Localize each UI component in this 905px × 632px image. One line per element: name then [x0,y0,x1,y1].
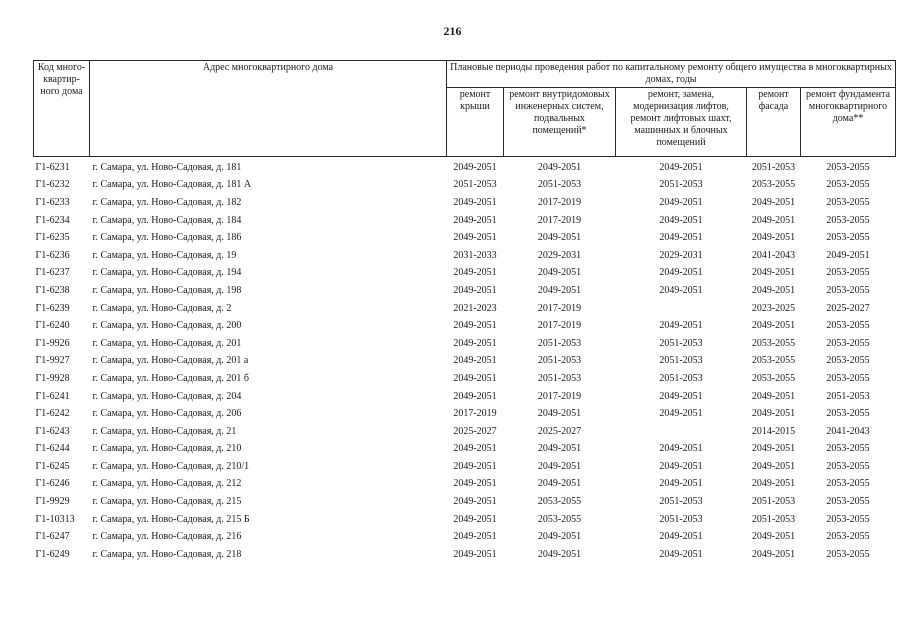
cell-foundation-period: 2053-2055 [826,284,870,296]
cell-roof-period: 2049-2051 [453,443,497,455]
cell-lifts-period: 2049-2051 [659,478,703,490]
cell-roof-period: 2049-2051 [453,531,497,543]
cell-address: г. Самара, ул. Ново-Садовая, д. 216 [92,531,242,543]
cell-engineering-period: 2049-2051 [537,548,582,560]
cell-foundation-period: 2053-2055 [826,320,870,332]
table-row [34,370,896,388]
cell-address: г. Самара, ул. Ново-Садовая, д. 200 [92,320,242,332]
cell-lifts-period: 2049-2051 [659,161,703,173]
cell-engineering-period: 2049-2051 [537,161,582,173]
cell-foundation-period: 2051-2053 [826,390,870,402]
cell-address: г. Самара, ул. Ново-Садовая, д. 218 [92,548,242,560]
header-address: Адрес многоквартирного дома [90,61,447,157]
cell-facade-period: 2023-2025 [751,302,796,314]
cell-engineering-period: 2017-2019 [537,302,582,314]
cell-lifts-period: 2049-2051 [659,214,703,226]
cell-engineering-period: 2051-2053 [537,372,582,384]
cell-roof-period: 2049-2051 [453,267,497,279]
header-engineering-systems: ремонт внутридомовых инженерных систем, подвальных помещений* [504,88,616,157]
table-row [34,423,896,441]
cell-address: г. Самара, ул. Ново-Садовая, д. 204 [92,390,242,402]
cell-facade-period: 2049-2051 [751,443,796,455]
cell-roof-period: 2049-2051 [453,161,497,173]
cell-facade-period: 2053-2055 [751,337,796,349]
cell-engineering-period: 2025-2027 [537,425,582,437]
table-row [34,335,896,353]
header-lifts: ремонт, замена, модернизация лифтов, ремонт лифтовых шахт, машинных и блочных помещений [616,88,747,157]
cell-roof-period: 2049-2051 [453,478,497,490]
cell-foundation-period: 2053-2055 [826,196,870,208]
table-header [34,61,896,157]
cell-house-code: Г1-10313 [35,513,75,525]
cell-engineering-period: 2049-2051 [537,267,582,279]
cell-facade-period: 2049-2051 [751,267,796,279]
table-row [34,441,896,459]
cell-house-code: Г1-6237 [35,267,70,279]
cell-lifts-period: 2051-2053 [659,355,703,367]
cell-foundation-period: 2053-2055 [826,267,870,279]
header-house-code: Код много-квартир-ного дома [34,61,90,157]
cell-foundation-period: 2053-2055 [826,443,870,455]
table-row [34,194,896,212]
cell-roof-period: 2049-2051 [453,232,497,244]
cell-lifts-period: 2051-2053 [659,179,703,191]
cell-address: г. Самара, ул. Ново-Садовая, д. 184 [92,214,242,226]
cell-roof-period: 2049-2051 [453,196,497,208]
cell-engineering-period: 2029-2031 [537,249,582,261]
cell-house-code: Г1-9927 [35,355,70,367]
cell-address: г. Самара, ул. Ново-Садовая, д. 206 [92,408,242,420]
cell-facade-period: 2049-2051 [751,390,796,402]
cell-foundation-period: 2053-2055 [826,408,870,420]
cell-facade-period: 2014-2015 [751,425,796,437]
table-row [34,493,896,511]
cell-roof-period: 2049-2051 [453,496,497,508]
cell-house-code: Г1-6242 [35,408,70,420]
cell-house-code: Г1-6243 [35,425,70,437]
cell-engineering-period: 2049-2051 [537,531,582,543]
cell-facade-period: 2049-2051 [751,478,796,490]
table-row [34,511,896,529]
cell-roof-period: 2025-2027 [453,425,497,437]
table-row [34,458,896,476]
cell-house-code: Г1-9929 [35,496,70,508]
table-row [34,229,896,247]
cell-house-code: Г1-6249 [35,548,70,560]
cell-house-code: Г1-6247 [35,531,70,543]
table-row [34,300,896,318]
cell-facade-period: 2051-2053 [751,496,796,508]
cell-roof-period: 2031-2033 [453,249,497,261]
cell-address: г. Самара, ул. Ново-Садовая, д. 2 [92,302,232,314]
cell-facade-period: 2049-2051 [751,531,796,543]
cell-foundation-period: 2053-2055 [826,531,870,543]
cell-facade-period: 2053-2055 [751,179,796,191]
cell-facade-period: 2053-2055 [751,372,796,384]
cell-lifts-period: 2051-2053 [659,337,703,349]
header-roof-repair: ремонт крыши [447,88,504,157]
cell-house-code: Г1-6244 [35,443,70,455]
cell-address: г. Самара, ул. Ново-Садовая, д. 201 а [92,355,249,367]
cell-lifts-period: 2049-2051 [659,284,703,296]
cell-house-code: Г1-6233 [35,196,70,208]
cell-foundation-period: 2053-2055 [826,460,870,472]
table-row [34,282,896,300]
cell-lifts-period: 2049-2051 [659,460,703,472]
header-facade: ремонт фасада [747,88,801,157]
cell-engineering-period: 2051-2053 [537,337,582,349]
cell-roof-period: 2049-2051 [453,337,497,349]
cell-engineering-period: 2053-2055 [537,496,582,508]
cell-foundation-period: 2053-2055 [826,214,870,226]
cell-engineering-period: 2049-2051 [537,284,582,296]
cell-foundation-period: 2053-2055 [826,337,870,349]
cell-engineering-period: 2017-2019 [537,196,582,208]
cell-lifts-period: 2049-2051 [659,196,703,208]
cell-address: г. Самара, ул. Ново-Садовая, д. 198 [92,284,242,296]
cell-address: г. Самара, ул. Ново-Садовая, д. 194 [92,267,242,279]
cell-roof-period: 2049-2051 [453,372,497,384]
cell-house-code: Г1-6245 [35,460,70,472]
cell-foundation-period: 2053-2055 [826,496,870,508]
cell-lifts-period: 2049-2051 [659,267,703,279]
cell-facade-period: 2049-2051 [751,214,796,226]
cell-lifts-period: 2049-2051 [659,320,703,332]
cell-foundation-period: 2053-2055 [826,513,870,525]
table-row [34,317,896,335]
cell-lifts-period: 2051-2053 [659,496,703,508]
cell-house-code: Г1-6239 [35,302,70,314]
cell-address: г. Самара, ул. Ново-Садовая, д. 182 [92,196,242,208]
cell-house-code: Г1-6234 [35,214,70,226]
cell-lifts-period: 2049-2051 [659,232,703,244]
cell-house-code: Г1-6241 [35,390,70,402]
cell-address: г. Самара, ул. Ново-Садовая, д. 186 [92,232,242,244]
cell-facade-period: 2041-2043 [751,249,796,261]
cell-facade-period: 2049-2051 [751,548,796,560]
table-row [34,157,896,177]
table-row [34,476,896,494]
cell-address: г. Самара, ул. Ново-Садовая, д. 210/1 [92,460,250,472]
cell-engineering-period: 2051-2053 [537,179,582,191]
cell-address: г. Самара, ул. Ново-Садовая, д. 181 [92,161,242,173]
table-row [34,405,896,423]
cell-address: г. Самара, ул. Ново-Садовая, д. 21 [92,425,237,437]
cell-engineering-period: 2017-2019 [537,320,582,332]
cell-engineering-period: 2017-2019 [537,214,582,226]
cell-engineering-period: 2049-2051 [537,460,582,472]
cell-lifts-period: 2049-2051 [659,390,703,402]
cell-engineering-period: 2049-2051 [537,408,582,420]
cell-lifts-period: 2051-2053 [659,372,703,384]
cell-house-code: Г1-6236 [35,249,70,261]
cell-house-code: Г1-9926 [35,337,70,349]
cell-roof-period: 2049-2051 [453,548,497,560]
cell-engineering-period: 2049-2051 [537,232,582,244]
cell-address: г. Самара, ул. Ново-Садовая, д. 215 [92,496,242,508]
cell-roof-period: 2049-2051 [453,513,497,525]
cell-house-code: Г1-6240 [35,320,70,332]
cell-lifts-period [616,423,747,441]
table-row [34,528,896,546]
cell-roof-period: 2049-2051 [453,320,497,332]
cell-facade-period: 2049-2051 [751,320,796,332]
cell-foundation-period: 2025-2027 [826,302,870,314]
cell-lifts-period: 2029-2031 [659,249,703,261]
cell-facade-period: 2049-2051 [751,408,796,420]
table-row [34,177,896,195]
cell-foundation-period: 2053-2055 [826,179,870,191]
page-number: 216 [443,24,462,38]
cell-lifts-period: 2049-2051 [659,408,703,420]
cell-address: г. Самара, ул. Ново-Садовая, д. 19 [92,249,237,261]
cell-foundation-period: 2053-2055 [826,161,870,173]
cell-engineering-period: 2049-2051 [537,478,582,490]
cell-roof-period: 2049-2051 [453,390,497,402]
cell-facade-period: 2051-2053 [751,513,796,525]
cell-facade-period: 2051-2053 [751,161,796,173]
cell-lifts-period [616,300,747,318]
cell-engineering-period: 2049-2051 [537,443,582,455]
table-row [34,247,896,265]
header-foundation: ремонт фундамента многоквартирного дома** [801,88,896,157]
cell-lifts-period: 2051-2053 [659,513,703,525]
cell-house-code: Г1-6232 [35,179,70,191]
cell-facade-period: 2053-2055 [751,355,796,367]
cell-lifts-period: 2049-2051 [659,548,703,560]
cell-roof-period: 2021-2023 [453,302,497,314]
cell-facade-period: 2049-2051 [751,284,796,296]
table-body [34,157,896,564]
cell-house-code: Г1-6231 [35,161,70,173]
cell-foundation-period: 2053-2055 [826,548,870,560]
cell-foundation-period: 2053-2055 [826,372,870,384]
cell-roof-period: 2049-2051 [453,355,497,367]
header-planned-periods: Плановые периоды проведения работ по капитальному ремонту общего имущества в многоквартирных домах, годы [447,61,896,88]
cell-house-code: Г1-6246 [35,478,70,490]
table-row [34,353,896,371]
cell-address: г. Самара, ул. Ново-Садовая, д. 212 [92,478,242,490]
cell-roof-period: 2017-2019 [453,408,497,420]
cell-facade-period: 2049-2051 [751,232,796,244]
table-row [34,265,896,283]
cell-address: г. Самара, ул. Ново-Садовая, д. 201 б [92,372,249,384]
cell-foundation-period: 2053-2055 [826,478,870,490]
cell-house-code: Г1-6238 [35,284,70,296]
cell-lifts-period: 2049-2051 [659,531,703,543]
capital-repair-schedule-table [33,60,896,564]
cell-roof-period: 2049-2051 [453,284,497,296]
cell-address: г. Самара, ул. Ново-Садовая, д. 210 [92,443,242,455]
cell-foundation-period: 2053-2055 [826,232,870,244]
table-row [34,546,896,564]
cell-facade-period: 2049-2051 [751,460,796,472]
cell-roof-period: 2049-2051 [453,460,497,472]
cell-house-code: Г1-9928 [35,372,70,384]
cell-house-code: Г1-6235 [35,232,70,244]
cell-engineering-period: 2017-2019 [537,390,582,402]
cell-roof-period: 2049-2051 [453,214,497,226]
cell-roof-period: 2051-2053 [453,179,497,191]
cell-foundation-period: 2049-2051 [826,249,870,261]
cell-lifts-period: 2049-2051 [659,443,703,455]
cell-address: г. Самара, ул. Ново-Садовая, д. 201 [92,337,242,349]
table-row [34,388,896,406]
cell-foundation-period: 2053-2055 [826,355,870,367]
table-row [34,212,896,230]
cell-engineering-period: 2051-2053 [537,355,582,367]
cell-engineering-period: 2053-2055 [537,513,582,525]
cell-facade-period: 2049-2051 [751,196,796,208]
cell-address: г. Самара, ул. Ново-Садовая, д. 215 Б [92,513,250,525]
cell-address: г. Самара, ул. Ново-Садовая, д. 181 А [92,179,252,191]
cell-foundation-period: 2041-2043 [826,425,870,437]
